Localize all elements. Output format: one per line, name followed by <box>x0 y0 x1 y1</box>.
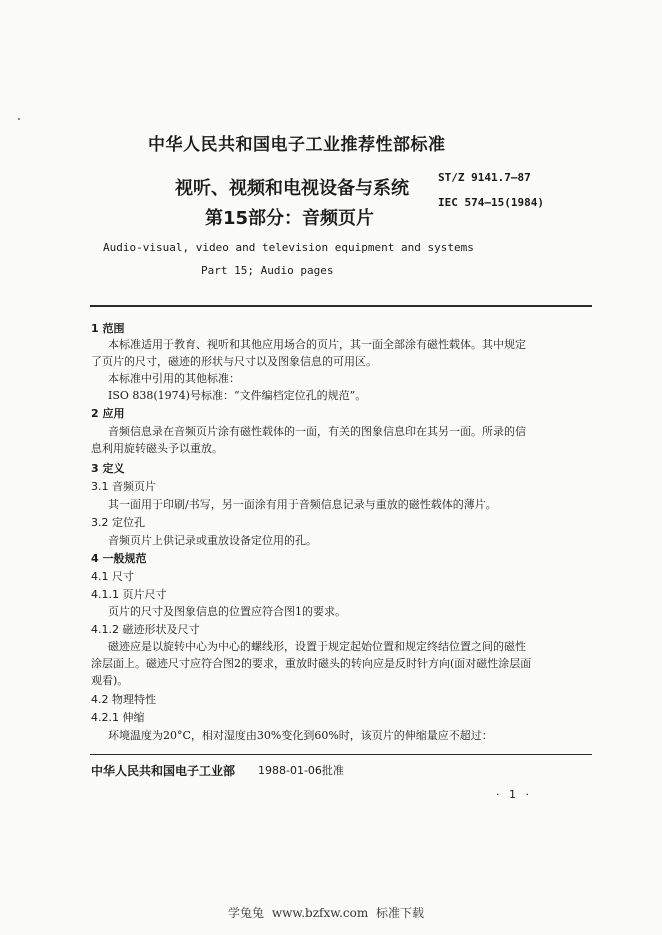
section-1-para-line2: 了页片的尺寸，磁迹的形状与尺寸以及图象信息的可用区。 <box>91 355 377 368</box>
section-2-para-line1: 音频信息录在音频页片涂有磁性载体的一面，有关的图象信息印在其另一面。所录的信 <box>108 425 526 438</box>
page-number: · 1 · <box>496 788 532 801</box>
section-3-2-text: 音频页片上供记录或重放设备定位用的孔。 <box>108 534 317 547</box>
section-1-referenced-standards: 本标准中引用的其他标准： <box>108 372 240 385</box>
document-title-en: Audio-visual, video and television equipment and systems <box>103 241 474 254</box>
iec-code: IEC 574—15(1984) <box>438 196 544 209</box>
section-3-1-heading: 3.1 音频页片 <box>91 480 156 493</box>
section-4-1-heading: 4.1 尺寸 <box>91 570 134 583</box>
section-4-2-heading: 4.2 物理特性 <box>91 693 156 706</box>
section-4-1-1-heading: 4.1.1 页片尺寸 <box>91 588 167 601</box>
footer-divider <box>90 754 592 755</box>
section-3-heading: 3 定义 <box>91 462 125 475</box>
standard-code: ST/Z 9141.7—87 <box>438 171 531 184</box>
section-4-1-2-text-line1: 磁迹应是以旋转中心为中心的螺线形，设置于规定起始位置和规定终结位置之间的磁性 <box>108 640 526 653</box>
section-2-heading: 2 应用 <box>91 407 125 420</box>
section-3-2-heading: 3.2 定位孔 <box>91 516 145 529</box>
section-1-iso-reference: ISO 838(1974)号标准：“文件编档定位孔的规范”。 <box>108 389 367 402</box>
approval-date: 1988-01-06批准 <box>258 764 344 777</box>
approving-organization: 中华人民共和国电子工业部 <box>91 764 236 778</box>
section-4-heading: 4 一般规范 <box>91 552 147 565</box>
section-4-2-1-heading: 4.2.1 伸缩 <box>91 711 145 724</box>
section-4-1-2-heading: 4.1.2 磁迹形状及尺寸 <box>91 623 200 636</box>
document-title-cn: 视听、视频和电视设备与系统 <box>175 178 409 199</box>
scan-speck <box>18 118 20 120</box>
header-divider <box>90 305 592 307</box>
section-4-1-2-text-line2: 涂层面上。磁迹尺寸应符合图2的要求，重放时磁头的转向应是反时针方向(面对磁性涂层面 <box>91 657 532 670</box>
section-4-1-2-text-line3: 观看)。 <box>91 674 129 687</box>
site-watermark: 学兔兔 www.bzfxw.com 标准下载 <box>228 906 425 920</box>
section-3-1-text: 其一面用于印刷/书写，另一面涂有用于音频信息记录与重放的磁性载体的薄片。 <box>108 498 497 511</box>
document-subtitle-cn: 第15部分：音频页片 <box>205 208 375 229</box>
section-4-2-1-text: 环境温度为20°C，相对湿度由30%变化到60%时，该页片的伸缩量应不超过： <box>108 729 493 742</box>
issuing-organization-title: 中华人民共和国电子工业推荐性部标准 <box>148 135 446 155</box>
section-2-para-line2: 息利用旋转磁头予以重放。 <box>91 442 223 455</box>
section-1-para-line1: 本标准适用于教育、视听和其他应用场合的页片，其一面全部涂有磁性载体。其中规定 <box>108 338 526 351</box>
document-subtitle-en: Part 15; Audio pages <box>201 264 334 277</box>
section-1-heading: 1 范围 <box>91 322 125 335</box>
section-4-1-1-text: 页片的尺寸及图象信息的位置应符合图1的要求。 <box>108 605 346 618</box>
